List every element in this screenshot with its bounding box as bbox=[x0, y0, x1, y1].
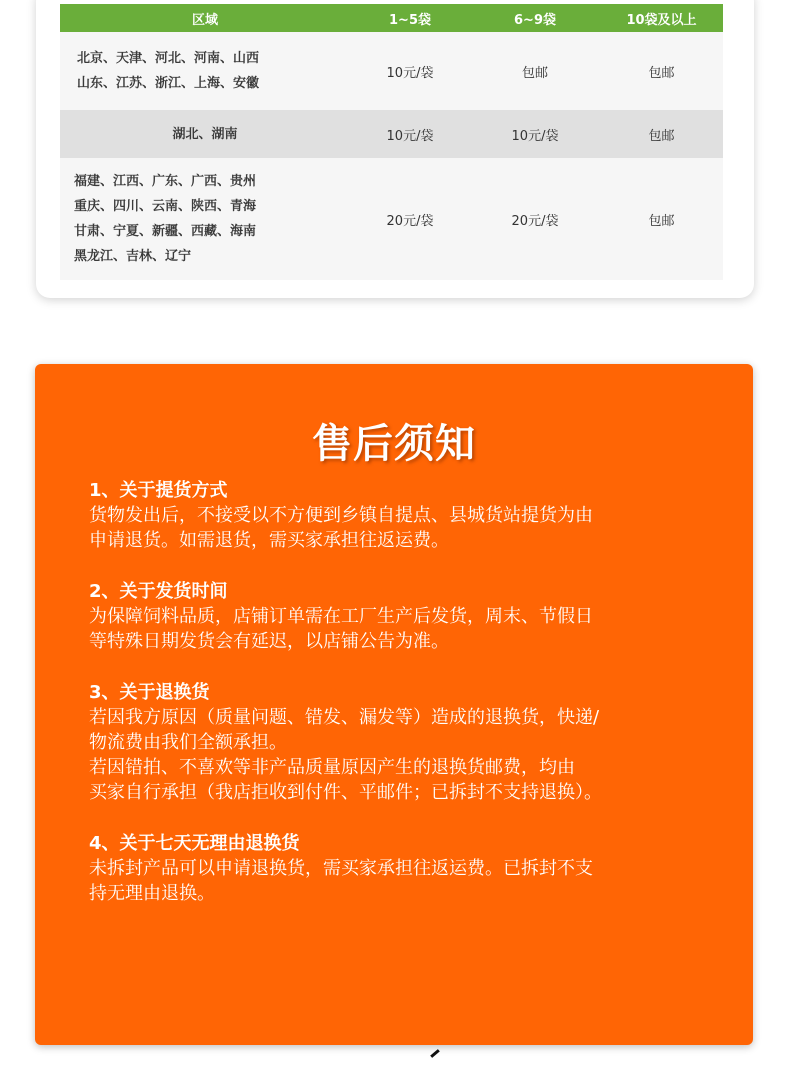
after-sales-title: 售后须知 bbox=[312, 421, 476, 467]
after-sales-notice bbox=[35, 364, 753, 1045]
price-1-5-cell: 20元/袋 bbox=[350, 158, 470, 280]
section-text-line: 申请退货。如需退货，需买家承担往返运费。 bbox=[89, 530, 449, 551]
region-line: 黑龙江、吉林、辽宁 bbox=[74, 249, 192, 264]
section-heading: 1、关于提货方式 bbox=[89, 480, 228, 501]
region-line: 重庆、四川、云南、陕西、青海 bbox=[74, 199, 257, 214]
price-6-9-cell: 20元/袋 bbox=[470, 158, 600, 280]
header-region: 区域 bbox=[60, 4, 350, 32]
notice-section-seven-day-returns bbox=[89, 831, 719, 906]
table-header-row bbox=[60, 4, 723, 32]
notice-section-shipping-time bbox=[89, 579, 719, 654]
price-10-plus-cell: 包邮 bbox=[600, 158, 723, 280]
section-heading: 2、关于发货时间 bbox=[89, 581, 228, 602]
region-line: 甘肃、宁夏、新疆、西藏、海南 bbox=[74, 224, 257, 239]
price-1-5-cell: 10元/袋 bbox=[350, 110, 470, 158]
section-text-line: 若因我方原因（质量问题、错发、漏发等）造成的退换货，快递/ bbox=[89, 707, 600, 728]
region-line: 福建、江西、广东、广西、贵州 bbox=[74, 174, 257, 189]
region-line: 山东、江苏、浙江、上海、安徽 bbox=[77, 76, 260, 91]
section-heading: 4、关于七天无理由退换货 bbox=[89, 833, 300, 854]
table-row bbox=[60, 110, 723, 158]
price-6-9-cell: 包邮 bbox=[470, 32, 600, 110]
region-line: 湖北、湖南 bbox=[172, 126, 238, 142]
after-sales-sections bbox=[89, 478, 719, 932]
notice-section-returns bbox=[89, 680, 719, 805]
region-cell bbox=[60, 110, 350, 158]
region-line: 北京、天津、河北、河南、山西 bbox=[77, 51, 260, 66]
section-text-line: 为保障饲料品质，店铺订单需在工厂生产后发货，周末、节假日 bbox=[89, 606, 593, 627]
price-10-plus-cell: 包邮 bbox=[600, 110, 723, 158]
section-text-line: 持无理由退换。 bbox=[89, 883, 215, 904]
price-10-plus-cell: 包邮 bbox=[600, 32, 723, 110]
region-cell bbox=[60, 158, 350, 280]
section-text-line: 货物发出后，不接受以不方便到乡镇自提点、县城货站提货为由 bbox=[89, 505, 593, 526]
section-text-line: 等特殊日期发货会有延迟，以店铺公告为准。 bbox=[89, 631, 449, 652]
header-6-9-bags: 6~9袋 bbox=[470, 4, 600, 32]
section-text-line: 买家自行承担（我店拒收到付件、平邮件；已拆封不支持退换）。 bbox=[89, 782, 602, 803]
header-1-5-bags: 1~5袋 bbox=[350, 4, 470, 32]
header-10-plus-bags: 10袋及以上 bbox=[600, 4, 723, 32]
section-text-line: 未拆封产品可以申请退换货，需买家承担往返运费。已拆封不支 bbox=[89, 858, 593, 879]
stray-mark bbox=[430, 1049, 440, 1058]
shipping-rate-table bbox=[60, 4, 723, 280]
notice-section-pickup bbox=[89, 478, 719, 553]
price-1-5-cell: 10元/袋 bbox=[350, 32, 470, 110]
section-heading: 3、关于退换货 bbox=[89, 682, 210, 703]
price-6-9-cell: 10元/袋 bbox=[470, 110, 600, 158]
table-row bbox=[60, 158, 723, 280]
table-row bbox=[60, 32, 723, 110]
section-text-line: 物流费由我们全额承担。 bbox=[89, 732, 287, 753]
region-cell bbox=[60, 32, 350, 110]
section-text-line: 若因错拍、不喜欢等非产品质量原因产生的退换货邮费，均由 bbox=[89, 757, 575, 778]
